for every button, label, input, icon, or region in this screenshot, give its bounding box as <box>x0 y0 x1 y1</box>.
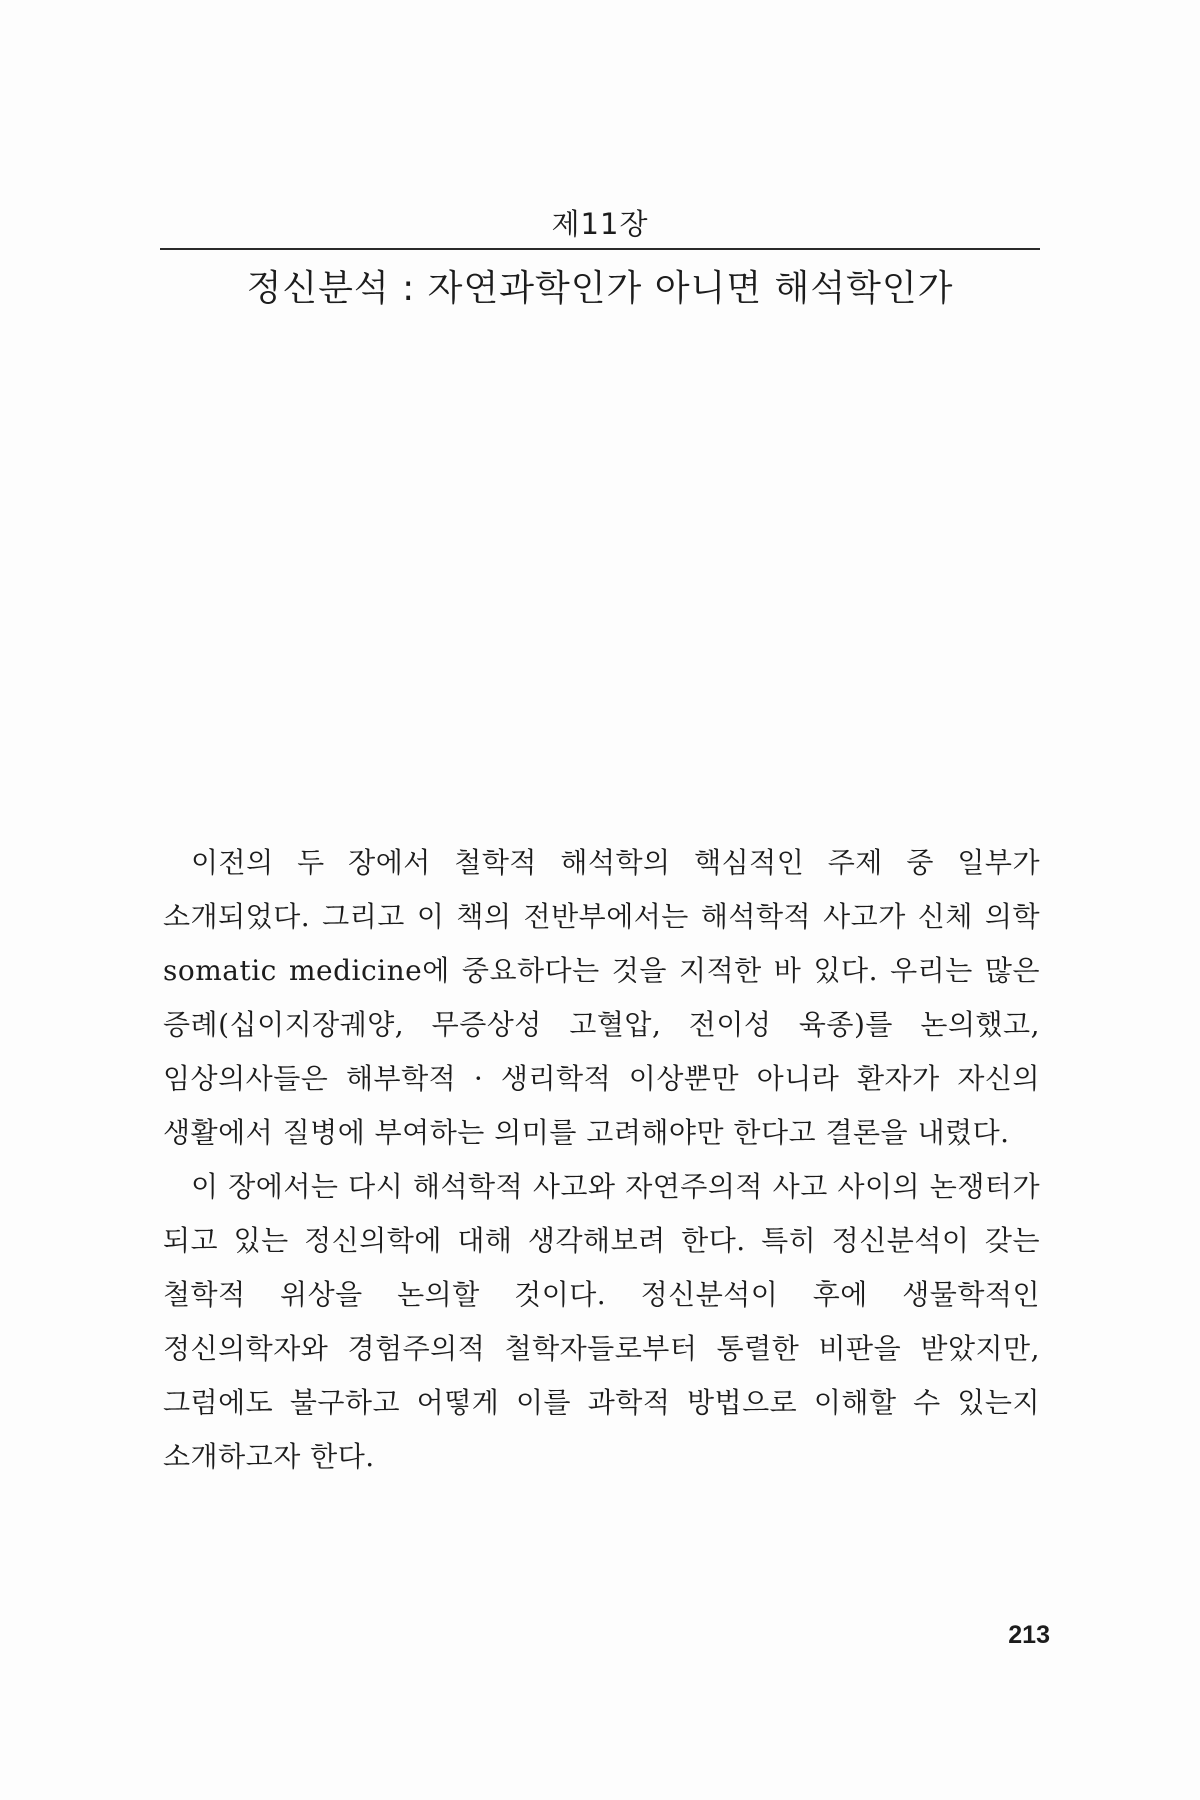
chapter-divider <box>160 248 1040 250</box>
chapter-title: 정신분석 : 자연과학인가 아니면 해석학인가 <box>246 268 954 309</box>
paragraph: 이 장에서는 다시 해석학적 사고와 자연주의적 사고 사이의 논쟁터가 되고 있는 정신의학에 대해 생각해보려 한다. 특히 정신분석이 갖는 철학적 위상을 논의할 것이다. 정신분석이 후에 생물학적인 정신의학자와 경험주의적 철학자들로부터 통렬한 비판을 받았지만, 그럼에도 불구하고 어떻게 이를 과학적 방법으로 이해할 수 있는지 소개하고자 한다. <box>163 1170 1040 1473</box>
page-number: 213 <box>1008 1621 1050 1649</box>
chapter-number: 제11장 <box>551 207 649 241</box>
chapter-header <box>160 204 1040 314</box>
paragraph: 이전의 두 장에서 철학적 해석학의 핵심적인 주제 중 일부가 소개되었다. 그리고 이 책의 전반부에서는 해석학적 사고가 신체 의학 somatic medicine에 중요하다는 것을 지적한 바 있다. 우리는 많은 증례(십이지장궤양, 무증상성 고혈압, 전이성 육종)를 논의했고, 임상의사들은 해부학적 · 생리학적 이상뿐만 아니라 환자가 자신의 생활에서 질병에 부여하는 의미를 고려해야만 한다고 결론을 내렸다. <box>163 846 1040 1149</box>
body-text <box>163 836 1040 1484</box>
